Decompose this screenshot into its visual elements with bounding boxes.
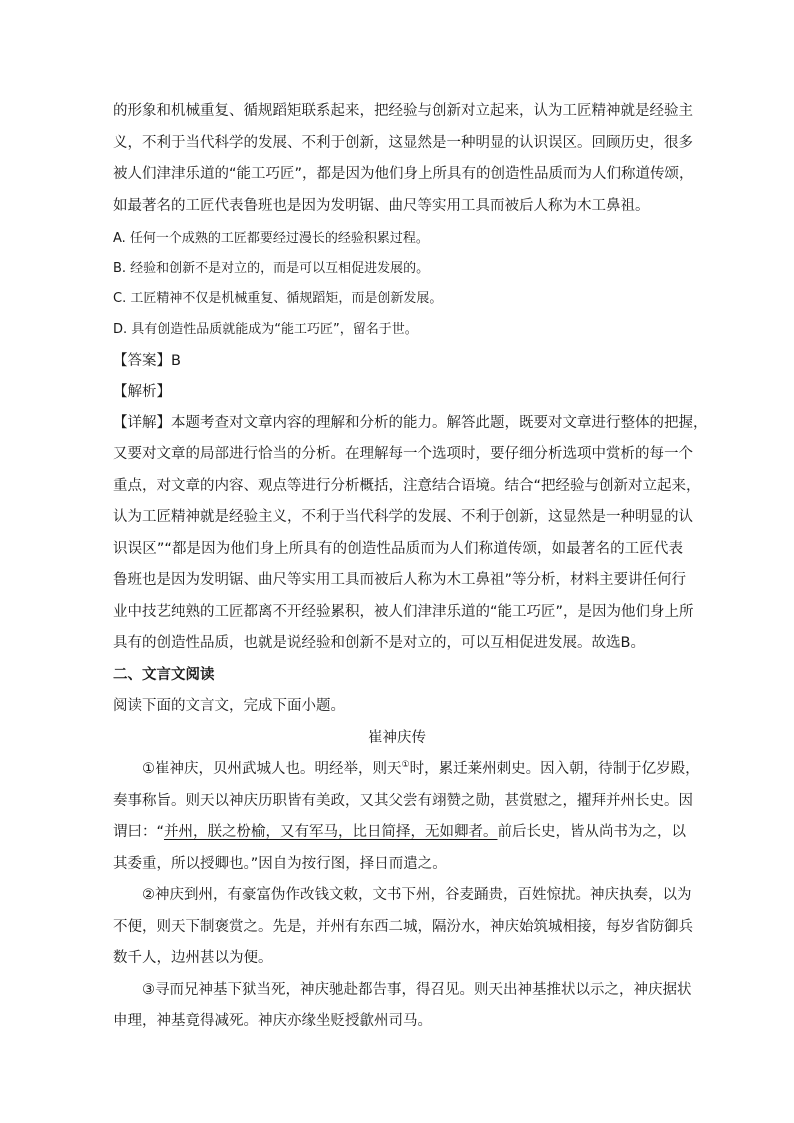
classical-line: 数千人，边州甚以为便。 (113, 950, 273, 966)
classical-line: 谓曰：“并州，朕之枌榆，又有军马，比日简择，无如卿者。前后长史，皆从尚书为之，以 (113, 824, 687, 840)
option-c: C. 工匠精神不仅是机械重复、循规蹈矩，而是创新发展。 (113, 291, 443, 306)
classical-line: 奏事称旨。则天以神庆历职皆有美政，又其父尝有翊赞之勋，甚赏慰之，擢拜并州长史。因 (113, 793, 693, 809)
passage-line: 义，不利于当代科学的发展、不利于创新，这显然是一种明显的认识误区。回顾历史，很多 (113, 135, 693, 151)
detail-line: 识误区”“都是因为他们身上所具有的创造性品质而为人们称道传颂，如最著名的工匠代表 (113, 541, 683, 557)
instruction-line: 阅读下面的文言文，完成下面小题。 (113, 698, 345, 714)
detail-line: 业中技艺纯熟的工匠都离不开经验累积，被人们津津乐道的“能工巧匠”，是因为他们身上所 (113, 604, 694, 620)
underlined-sentence: 并州，朕之枌榆，又有军马，比日简择，无如卿者。 (164, 824, 498, 840)
classical-line: ③寻而兄神基下狱当死，神庆驰赴都告事，得召见。则天出神基推状以示之，神庆据状 (142, 982, 692, 998)
option-d: D. 具有创造性品质就能成为“能工巧匠”，留名于世。 (113, 322, 418, 337)
option-b: B. 经验和创新不是对立的，而是可以互相促进发展的。 (113, 261, 430, 276)
detail-line: 又要对文章的局部进行恰当的分析。在理解每一个选项时，要仔细分析选项中赏析的每一个 (113, 446, 693, 462)
answer-label: 【答案】B (113, 353, 181, 369)
passage-line: 被人们津津乐道的“能工巧匠”，都是因为他们身上所具有的创造性品质而为人们称道传颂， (113, 166, 694, 182)
section-heading: 二、文言文阅读 (113, 667, 215, 683)
classical-line: 不便，则天下制褒赏之。先是，并州有东西二城，隔汾水，神庆始筑城相接，每岁省防御兵 (113, 919, 693, 935)
footnote-marker: ① (401, 760, 410, 771)
classical-line: ②神庆到州，有豪富伪作改钱文敕，文书下州，谷麦踊贵，百姓惊扰。神庆执奏，以为 (142, 887, 692, 903)
detail-line: 重点，对文章的内容、观点等进行分析概括，注意结合语境。结合“把经验与创新对立起来， (113, 478, 701, 494)
classical-line: 其委重，所以授卿也。”因自为按行图，择日而遣之。 (113, 856, 447, 872)
detail-line: 具有的创造性品质，也就是说经验和创新不是对立的，可以互相促进发展。故选B。 (113, 635, 645, 651)
analysis-heading: 【解析】 (113, 384, 171, 400)
option-a: A. 任何一个成熟的工匠都要经过漫长的经验积累过程。 (113, 231, 429, 246)
classical-line: ①崔神庆，贝州武城人也。明经举，则天①时，累迁莱州刺史。因入朝，待制于亿岁殿， (142, 760, 700, 777)
detail-line: 鲁班也是因为发明锯、曲尺等实用工具而被后人称为木工鼻祖”等分析，材料主要讲任何行 (113, 572, 687, 588)
passage-line: 如最著名的工匠代表鲁班也是因为发明锯、曲尺等实用工具而被后人称为木工鼻祖。 (113, 198, 650, 214)
classical-title: 崔神庆传 (368, 730, 426, 746)
passage-line: 的形象和机械重复、循规蹈矩联系起来，把经验与创新对立起来，认为工匠精神就是经验主 (113, 103, 693, 119)
classical-line: 申理，神基竟得减死。神庆亦缘坐贬授歙州司马。 (113, 1013, 432, 1029)
detail-line: 认为工匠精神就是经验主义，不利于当代科学的发展、不利于创新，这显然是一种明显的认 (113, 509, 693, 525)
detail-line: 【详解】本题考查对文章内容的理解和分析的能力。解答此题，既要对文章进行整体的把握， (113, 415, 708, 431)
